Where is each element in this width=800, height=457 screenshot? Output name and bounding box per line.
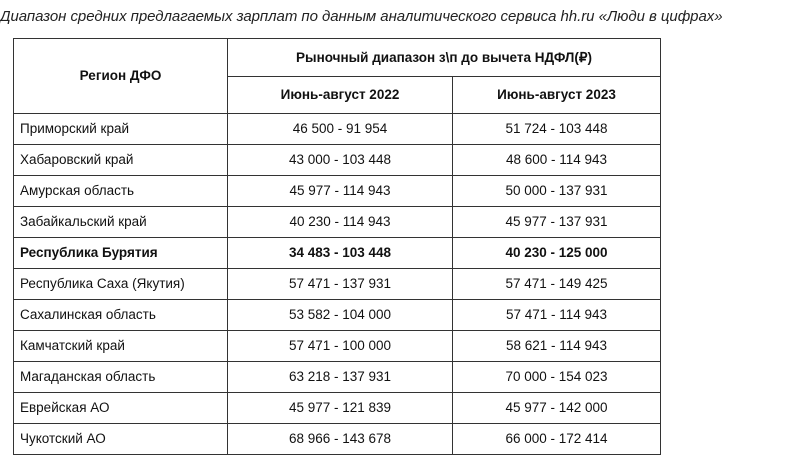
- table-row: [14, 393, 661, 424]
- header-period-2023: Июнь-август 2023: [453, 77, 661, 114]
- range-2023-cell: 48 600 - 114 943: [453, 145, 661, 176]
- range-2023-cell: 40 230 - 125 000: [453, 238, 661, 269]
- range-2023-cell: 45 977 - 137 931: [453, 207, 661, 238]
- range-2022-cell: 57 471 - 100 000: [228, 331, 453, 362]
- table-row: [14, 300, 661, 331]
- range-2023-cell: 45 977 - 142 000: [453, 393, 661, 424]
- table-caption: Диапазон средних предлагаемых зарплат по данным аналитического сервиса hh.ru «Люди в цифрах»: [0, 8, 723, 25]
- region-cell: Приморский край: [14, 114, 228, 145]
- table-row: [14, 269, 661, 300]
- range-2022-cell: 46 500 - 91 954: [228, 114, 453, 145]
- salary-table: [13, 38, 661, 455]
- range-2022-cell: 45 977 - 121 839: [228, 393, 453, 424]
- header-region: Регион ДФО: [14, 39, 228, 114]
- range-2023-cell: 58 621 - 114 943: [453, 331, 661, 362]
- region-cell: Еврейская АО: [14, 393, 228, 424]
- table-row: [14, 362, 661, 393]
- range-2022-cell: 43 000 - 103 448: [228, 145, 453, 176]
- header-salary-range: Рыночный диапазон з\п до вычета НДФЛ(₽): [228, 39, 661, 77]
- table-body: [14, 114, 661, 455]
- region-cell: Республика Бурятия: [14, 238, 228, 269]
- range-2022-cell: 63 218 - 137 931: [228, 362, 453, 393]
- region-cell: Забайкальский край: [14, 207, 228, 238]
- region-cell: Сахалинская область: [14, 300, 228, 331]
- region-cell: Амурская область: [14, 176, 228, 207]
- table-row: [14, 145, 661, 176]
- region-cell: Чукотский АО: [14, 424, 228, 455]
- table-row: [14, 207, 661, 238]
- table-row: [14, 424, 661, 455]
- range-2023-cell: 50 000 - 137 931: [453, 176, 661, 207]
- table-row: [14, 176, 661, 207]
- range-2023-cell: 51 724 - 103 448: [453, 114, 661, 145]
- range-2022-cell: 68 966 - 143 678: [228, 424, 453, 455]
- table-row: [14, 114, 661, 145]
- range-2023-cell: 57 471 - 149 425: [453, 269, 661, 300]
- region-cell: Камчатский край: [14, 331, 228, 362]
- range-2023-cell: 57 471 - 114 943: [453, 300, 661, 331]
- range-2023-cell: 70 000 - 154 023: [453, 362, 661, 393]
- region-cell: Магаданская область: [14, 362, 228, 393]
- header-period-2022: Июнь-август 2022: [228, 77, 453, 114]
- range-2023-cell: 66 000 - 172 414: [453, 424, 661, 455]
- range-2022-cell: 40 230 - 114 943: [228, 207, 453, 238]
- range-2022-cell: 57 471 - 137 931: [228, 269, 453, 300]
- region-cell: Хабаровский край: [14, 145, 228, 176]
- range-2022-cell: 34 483 - 103 448: [228, 238, 453, 269]
- table-row: [14, 331, 661, 362]
- table-row: [14, 238, 661, 269]
- range-2022-cell: 45 977 - 114 943: [228, 176, 453, 207]
- range-2022-cell: 53 582 - 104 000: [228, 300, 453, 331]
- region-cell: Республика Саха (Якутия): [14, 269, 228, 300]
